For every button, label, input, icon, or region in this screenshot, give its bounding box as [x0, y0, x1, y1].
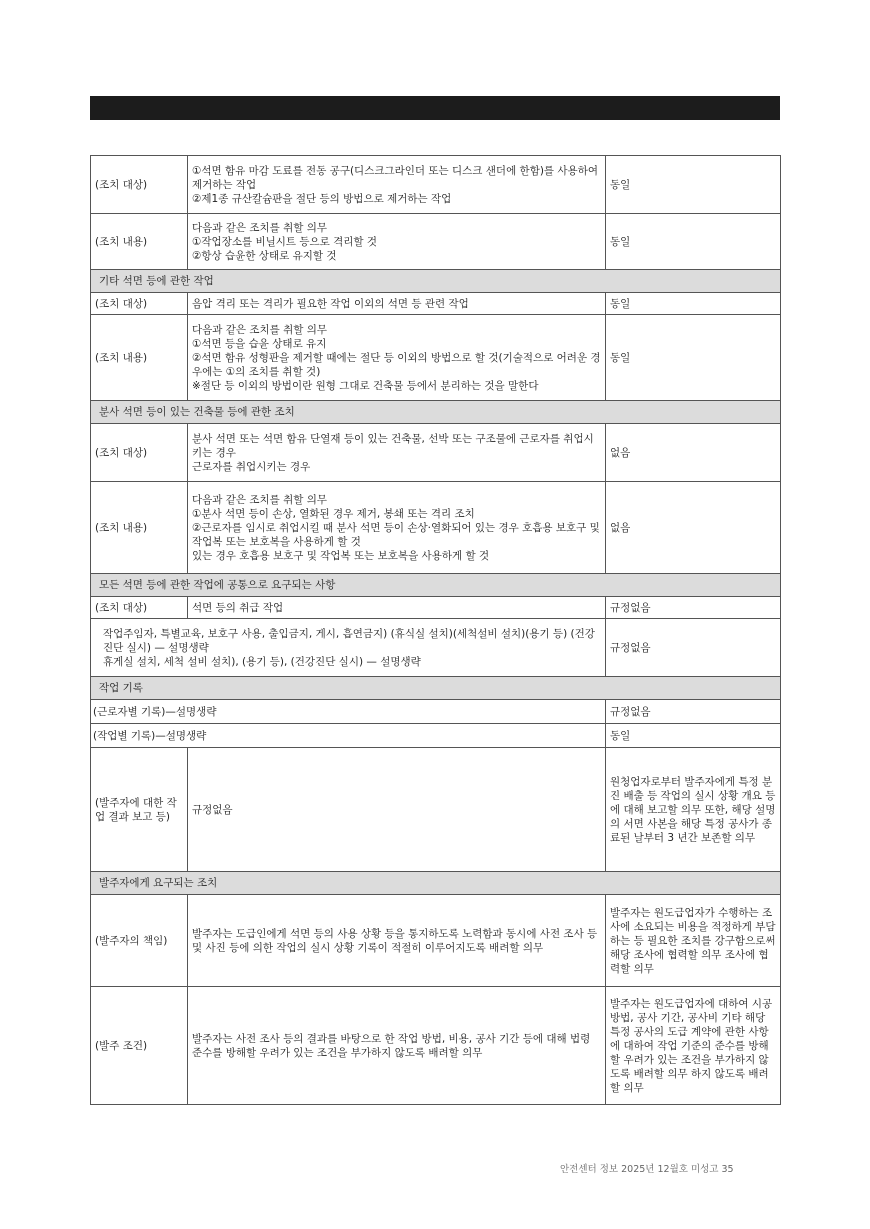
content-line: ②제1종 규산칼슘판을 절단 등의 방법으로 제거하는 작업: [192, 192, 452, 205]
row-note: 원청업자로부터 발주자에게 특정 분진 배출 등 작업의 실시 상황 개요 등에 대해 보고할 의무 또한, 해당 설명의 서면 사본을 해당 특정 공사가 종료된 날부터 3 년간 보존할 의무: [606, 748, 781, 872]
table-row: [91, 987, 781, 1105]
row-note: 발주자는 원도급업자가 수행하는 조사에 소요되는 비용을 적정하게 부담하는 등 필요한 조치를 강구함으로써 해당 조사에 협력할 의무 조사에 협력할 의무: [606, 895, 781, 987]
content-line: 음압 격리 또는 격리가 필요한 작업 이외의 석면 등 관련 작업: [192, 297, 469, 310]
row-note: 동일: [606, 214, 781, 270]
row-label: (조치 내용): [91, 315, 188, 401]
content-line: (작업별 기록)—설명생략: [93, 729, 207, 742]
section-header: [91, 872, 781, 895]
row-label: (발주자의 책임): [91, 895, 188, 987]
row-note: 동일: [606, 156, 781, 214]
row-content: [91, 619, 606, 677]
section-header: [91, 574, 781, 597]
content-line: 분사 석면 또는 석면 함유 단열재 등이 있는 건축물, 선박 또는 구조물에 근로자를 취업시키는 경우: [192, 432, 594, 459]
content-line: ②근로자를 임시로 취업시킬 때 분사 석면 등이 손상·열화되어 있는 경우 호흡용 보호구 및 작업복 또는 보호복을 사용하게 할 것: [192, 521, 600, 548]
row-label: (조치 대상): [91, 293, 188, 315]
section-title: 분사 석면 등이 있는 건축물 등에 관한 조치: [91, 401, 781, 424]
row-label: (발주자에 대한 작업 결과 보고 등): [91, 748, 188, 872]
content-line: ②석면 함유 성형판을 제거할 때에는 절단 등 이외의 방법으로 할 것(기술적으로 어려운 경우에는 ①의 조치를 취할 것): [192, 351, 601, 378]
section-title: 기타 석면 등에 관한 작업: [91, 270, 781, 293]
table-row: [91, 619, 781, 677]
section-title: 발주자에게 요구되는 조치: [91, 872, 781, 895]
section-header: [91, 401, 781, 424]
row-content: [188, 895, 606, 987]
content-line: 작업주임자, 특별교육, 보호구 사용, 출입금지, 게시, 흡연금지) (휴식실 설치)(세척설비 설치)(용기 등) (건강진단 실시) — 설명생략: [103, 627, 595, 654]
row-note: 규정없음: [606, 700, 781, 724]
header-bar: [90, 96, 780, 120]
row-content: [188, 156, 606, 214]
table-row: [91, 724, 781, 748]
table-row: [91, 700, 781, 724]
table-row: [91, 424, 781, 482]
content-line: 다음과 같은 조치를 취할 의무: [192, 493, 328, 506]
section-header: [91, 270, 781, 293]
row-content: [188, 597, 606, 619]
content-line: 발주자는 사전 조사 등의 결과를 바탕으로 한 작업 방법, 비용, 공사 기간 등에 대해 법령 준수를 방해할 우려가 있는 조건을 부가하지 않도록 배려할 의무: [192, 1032, 591, 1059]
row-content: [188, 987, 606, 1105]
content-line: ①분사 석면 등이 손상, 열화된 경우 제거, 봉쇄 또는 격리 조치: [192, 507, 475, 520]
content-line: 휴게실 설치, 세척 설비 설치), (용기 등), (건강진단 실시) — 설명생략: [103, 655, 421, 668]
table-row: [91, 597, 781, 619]
content-line: ①작업장소를 비닐시트 등으로 격리할 것: [192, 235, 378, 248]
content-line: ※절단 등 이외의 방법이란 원형 그대로 건축물 등에서 분리하는 것을 말한다: [192, 379, 539, 392]
table-row: [91, 156, 781, 214]
content-line: 발주자는 도급인에게 석면 등의 사용 상황 등을 통지하도록 노력함과 동시에 사전 조사 등 및 사진 등에 의한 작업의 실시 상황 기록이 적절히 이루어지도록 배려할 의무: [192, 927, 598, 954]
content-line: 근로자를 취업시키는 경우: [192, 460, 311, 473]
table-row: [91, 293, 781, 315]
content-line: ②항상 습윤한 상태로 유지할 것: [192, 249, 337, 262]
content-line: (근로자별 기록)—설명생략: [93, 705, 217, 718]
content-line: 있는 경우 호흡용 보호구 및 작업복 또는 보호복을 사용하게 할 것: [192, 549, 490, 562]
row-note: 규정없음: [606, 619, 781, 677]
row-content: [188, 482, 606, 574]
section-title: 작업 기록: [91, 677, 781, 700]
content-line: 다음과 같은 조치를 취할 의무: [192, 323, 328, 336]
row-content: [188, 293, 606, 315]
section-header: [91, 677, 781, 700]
row-content: [91, 700, 606, 724]
row-label: (조치 대상): [91, 424, 188, 482]
row-label: (조치 대상): [91, 597, 188, 619]
table-row: [91, 482, 781, 574]
content-line: 다음과 같은 조치를 취할 의무: [192, 221, 328, 234]
page-footer: 안전센터 정보 2025년 12월호 미성고 35: [560, 1164, 734, 1175]
row-content: [188, 748, 606, 872]
content-line: ①석면 등을 습윤 상태로 유지: [192, 337, 327, 350]
row-content: [188, 214, 606, 270]
table-row: [91, 315, 781, 401]
row-note: 동일: [606, 293, 781, 315]
row-content: [188, 424, 606, 482]
row-content: [188, 315, 606, 401]
comparison-table: [90, 155, 781, 1105]
row-label: (조치 내용): [91, 482, 188, 574]
row-note: 동일: [606, 315, 781, 401]
table-row: [91, 748, 781, 872]
table-row: [91, 214, 781, 270]
row-note: 동일: [606, 724, 781, 748]
table-row: [91, 895, 781, 987]
row-note: 발주자는 원도급업자에 대하여 시공 방법, 공사 기간, 공사비 기타 해당 특정 공사의 도급 계약에 관한 사항에 대하여 작업 기준의 준수를 방해할 우려가 있는 조건을 부가하지 않도록 배려할 의무 하지 않도록 배려할 의무: [606, 987, 781, 1105]
content-line: 규정없음: [192, 803, 233, 816]
row-label: (조치 내용): [91, 214, 188, 270]
row-label: (발주 조건): [91, 987, 188, 1105]
row-note: 규정없음: [606, 597, 781, 619]
section-title: 모든 석면 등에 관한 작업에 공통으로 요구되는 사항: [91, 574, 781, 597]
row-note: 없음: [606, 424, 781, 482]
content-line: ①석면 함유 마감 도료를 전동 공구(디스크그라인더 또는 디스크 샌더에 한함)를 사용하여 제거하는 작업: [192, 164, 598, 191]
row-label: (조치 대상): [91, 156, 188, 214]
row-note: 없음: [606, 482, 781, 574]
row-content: [91, 724, 606, 748]
content-line: 석면 등의 취급 작업: [192, 601, 284, 614]
